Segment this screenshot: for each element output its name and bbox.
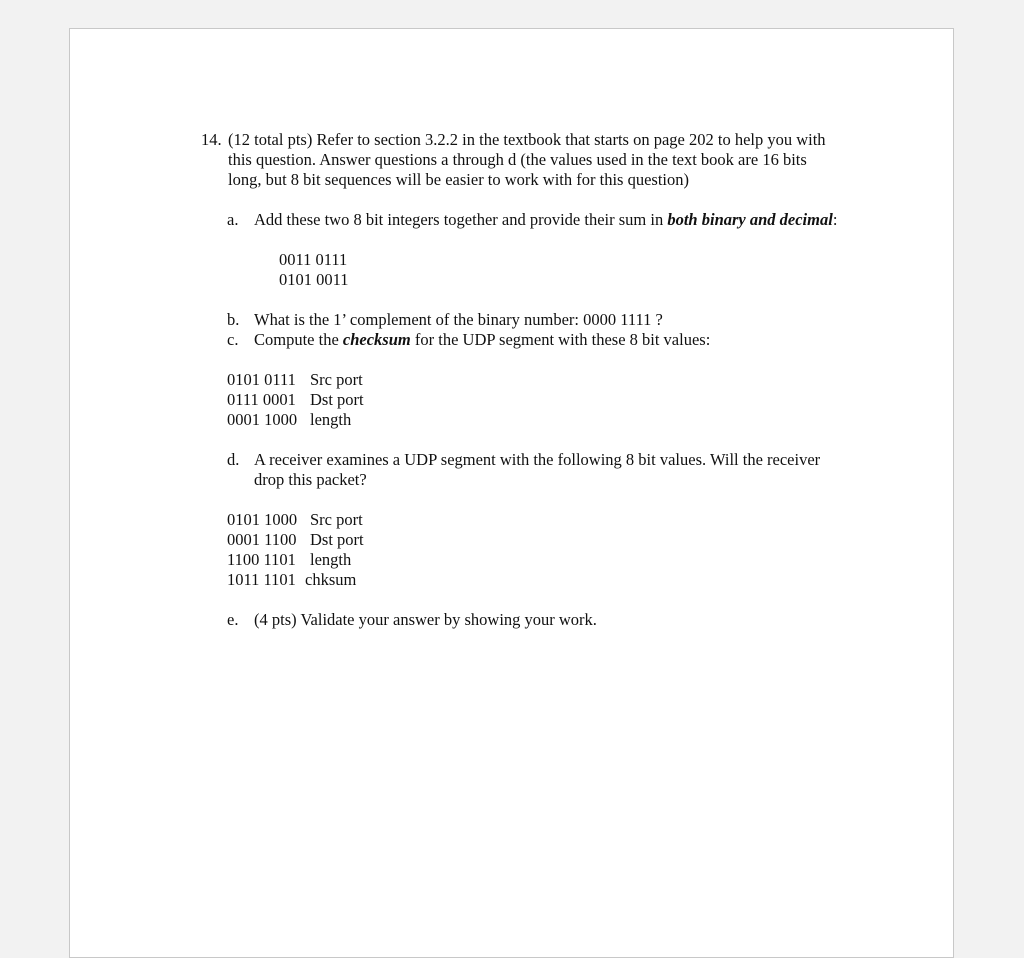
- part-b-text: What is the 1’ complement of the binary number: 0000 1111 ?: [254, 310, 663, 329]
- part-c-row-label: length: [310, 410, 352, 429]
- part-c-row-bits: 0101 0111: [227, 370, 296, 389]
- part-d-line-1: A receiver examines a UDP segment with the following 8 bit values. Will the receiver: [254, 450, 821, 469]
- part-a-value-2: 0101 0011: [279, 270, 349, 289]
- part-c-emphasis: checksum: [342, 330, 411, 349]
- part-c-row-bits: 0001 1000: [227, 410, 298, 429]
- document-page: [69, 28, 954, 958]
- intro-line-1: (12 total pts) Refer to section 3.2.2 in the textbook that starts on page 202 to help you with: [228, 130, 826, 149]
- part-d-row-label: Dst port: [310, 530, 364, 549]
- part-c-marker: c.: [227, 330, 239, 349]
- part-d-row-bits: 0001 1100: [227, 530, 297, 549]
- part-e-marker: e.: [227, 610, 239, 629]
- part-d-row-bits: 1100 1101: [227, 550, 296, 569]
- part-a-emphasis: both binary and decimal: [667, 210, 833, 229]
- part-d-row-label: Src port: [310, 510, 363, 529]
- part-c-row-label: Src port: [310, 370, 363, 389]
- part-d-marker: d.: [227, 450, 240, 469]
- part-d-row-label: length: [310, 550, 352, 569]
- intro-line-2: this question. Answer questions a through d (the values used in the text book are 16 bits: [228, 150, 807, 169]
- part-a-marker: a.: [227, 210, 239, 229]
- part-b-marker: b.: [227, 310, 240, 329]
- question-number: 14.: [201, 130, 222, 149]
- part-d-row-bits: 0101 1000: [227, 510, 298, 529]
- part-a-text: Add these two 8 bit integers together and provide their sum in both binary and decimal:: [254, 210, 838, 229]
- intro-line-3: long, but 8 bit sequences will be easier to work with for this question): [228, 170, 690, 189]
- part-c-row-label: Dst port: [310, 390, 364, 409]
- part-e-text: (4 pts) Validate your answer by showing your work.: [254, 610, 597, 629]
- part-d-line-2: drop this packet?: [254, 470, 367, 489]
- part-d-row-label: chksum: [305, 570, 357, 589]
- part-c-row-bits: 0111 0001: [227, 390, 296, 409]
- part-d-row-bits: 1011 1101: [227, 570, 296, 589]
- part-a-value-1: 0011 0111: [279, 250, 348, 269]
- part-c-text: Compute the checksum for the UDP segment with these 8 bit values:: [254, 330, 711, 349]
